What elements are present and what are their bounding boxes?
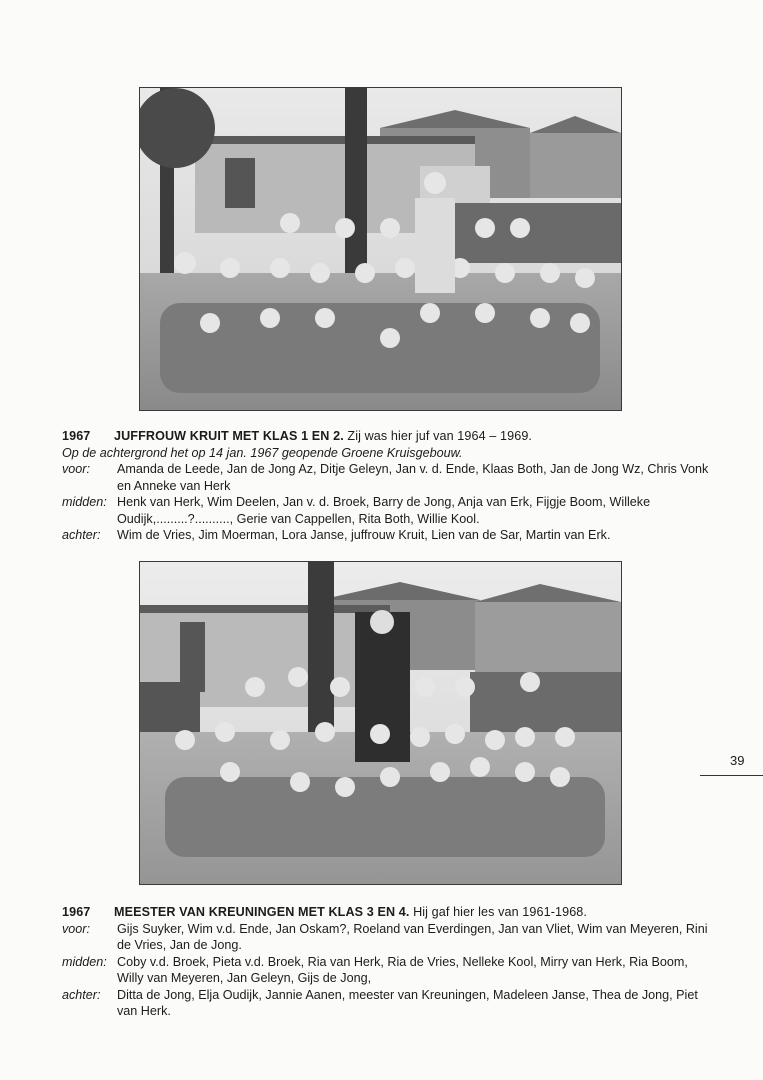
caption-2-note: Hij gaf hier les van 1961-1968.: [413, 905, 587, 919]
caption-2-row-back: [62, 987, 712, 1020]
row-names: Henk van Herk, Wim Deelen, Jan v. d. Broek, Barry de Jong, Anja van Erk, Fijgje Boom, Willeke Oudijk,.........?.........., Gerie van Cappellen, Rita Both, Willie Kool.: [117, 495, 651, 526]
caption-1-row-front: [62, 461, 712, 494]
class-photo-2: [139, 561, 622, 885]
row-names: Amanda de Leede, Jan de Jong Az, Ditje Geleyn, Jan v. d. Ende, Klaas Both, Jan de Jong Wz, Chris Vonk en Anneke van Herk: [117, 462, 709, 493]
caption-2-title: MEESTER VAN KREUNINGEN MET KLAS 3 EN 4.: [114, 905, 410, 919]
caption-1-heading: [62, 428, 712, 445]
caption-1-note: Zij was hier juf van 1964 – 1969.: [347, 429, 533, 443]
row-names: Gijs Suyker, Wim v.d. Ende, Jan Oskam?, Roeland van Everdingen, Jan van Vliet, Wim van Meyeren, Rini de Vries, Jan de Jong.: [117, 921, 708, 952]
row-label: midden:: [62, 495, 107, 509]
page-number: 39: [730, 753, 745, 768]
class-photo-1-image: [140, 88, 621, 410]
caption-2: [62, 904, 712, 1020]
row-label: voor:: [62, 462, 90, 476]
row-label: achter:: [62, 987, 101, 1002]
caption-1-row-back: [62, 527, 712, 544]
row-names: Coby v.d. Broek, Pieta v.d. Broek, Ria van Herk, Ria de Vries, Nelleke Kool, Mirry van Herk, Ria Boom, Willy van Meyeren, Jan Geleyn, Gijs de Jong,: [117, 954, 688, 985]
caption-1: [62, 428, 712, 544]
class-photo-1: [139, 87, 622, 411]
caption-2-row-middle: [62, 954, 712, 987]
caption-1-subtitle: Op de achtergrond het op 14 jan. 1967 geopende Groene Kruisgebouw.: [62, 445, 463, 460]
caption-1-row-middle: [62, 494, 712, 527]
row-names: Wim de Vries, Jim Moerman, Lora Janse, juffrouw Kruit, Lien van de Sar, Martin van Erk.: [117, 528, 611, 542]
row-label: voor:: [62, 921, 90, 936]
caption-2-row-front: [62, 921, 712, 954]
caption-2-heading: [62, 904, 712, 921]
caption-1-year: 1967: [62, 429, 91, 443]
row-label: achter:: [62, 528, 101, 542]
page-number-rule: [700, 775, 763, 776]
row-names: Ditta de Jong, Elja Oudijk, Jannie Aanen, meester van Kreuningen, Madeleen Janse, Thea de Jong, Piet van Herk.: [117, 987, 698, 1018]
caption-1-title: JUFFROUW KRUIT MET KLAS 1 EN 2.: [114, 429, 344, 443]
row-label: midden:: [62, 954, 107, 969]
caption-2-year: 1967: [62, 905, 91, 919]
class-photo-2-image: [140, 562, 621, 884]
